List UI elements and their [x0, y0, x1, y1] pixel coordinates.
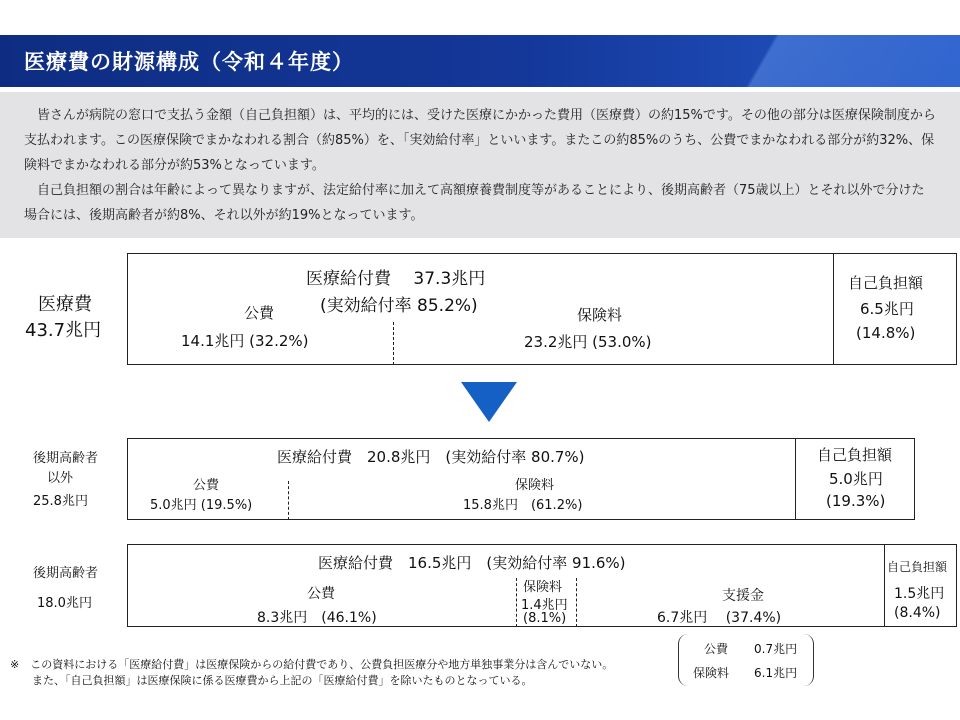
non-elderly-total: 25.8兆円 [33, 494, 88, 509]
title-bar-decoration [600, 35, 960, 87]
elderly-self-pct: (8.4%) [894, 605, 941, 621]
non-elderly-self-value: 5.0兆円 [829, 470, 883, 488]
overall-self-value: 6.5兆円 [860, 300, 914, 318]
support-breakdown-premium-value: 6.1兆円 [754, 666, 798, 680]
non-elderly-benefit-title: 医療給付費 20.8兆円 (実効給付率 80.7%) [277, 448, 585, 466]
elderly-public-value: 8.3兆円 (46.1%) [257, 610, 377, 626]
non-elderly-public-value: 5.0兆円 (19.5%) [150, 498, 253, 513]
overall-dashed-divider [393, 322, 394, 365]
overall-total: 43.7兆円 [25, 320, 102, 341]
elderly-public-label: 公費 [307, 586, 335, 602]
intro-paragraph-2: 自己負担額の割合は年齢によって異なりますが、法定給付率に加えて高額療養費制度等があることにより、後期高齢者（75歳以上）とそれ以外で分けた場合には、後期高齢者が約8%、それ以外が約19%となっています。 [24, 183, 925, 223]
overall-benefit-title: 医療給付費 37.3兆円 [306, 269, 486, 289]
page-title: 医療費の財源構成（令和４年度） [24, 50, 354, 74]
elderly-benefit-title: 医療給付費 16.5兆円 (実効給付率 91.6%) [318, 554, 626, 572]
overall-public-label: 公費 [244, 304, 275, 322]
elderly-premium-pct: (8.1%) [523, 611, 567, 626]
overall-label: 医療費 [38, 294, 92, 315]
elderly-total: 18.0兆円 [37, 596, 92, 611]
elderly-premium-value: 1.4兆円 [521, 598, 568, 613]
non-elderly-label-1: 後期高齢者 [33, 451, 99, 466]
elderly-divider [884, 544, 885, 627]
elderly-self-label: 自己負担額 [887, 560, 948, 574]
non-elderly-divider [795, 438, 796, 520]
footnote-line-1: ※ この資料における「医療給付費」は医療保険からの給付費であり、公費負担医療分や地方単独事業分は含んでいない。 [10, 658, 614, 671]
overall-premium-label: 保険料 [577, 306, 623, 324]
overall-benefit-rate: (実効給付率 85.2%) [320, 296, 478, 316]
elderly-premium-label: 保険料 [523, 580, 563, 595]
overall-public-value: 14.1兆円 (32.2%) [181, 332, 309, 350]
intro-paragraph-1: 皆さんが病院の窓口で支払う金額（自己負担額）は、平均的には、受けた医療にかかった費用（医療費）の約15%です。その他の部分は医療保険制度から支払われます。この医療保険でまかなわれる割合（約85%）を、「実効給付率」といいます。またこの約85%のうち、公費でまかなわれる部分が約32%、保険料でまかなわれる部分が約53%となっています。 [24, 108, 936, 173]
non-elderly-dashed-divider [288, 481, 289, 520]
non-elderly-premium-label: 保険料 [515, 478, 555, 493]
overall-premium-value: 23.2兆円 (53.0%) [524, 333, 652, 351]
elderly-self-value: 1.5兆円 [894, 586, 945, 602]
title-bar [0, 35, 960, 87]
overall-self-label: 自己負担額 [848, 274, 924, 292]
elderly-label: 後期高齢者 [33, 566, 99, 581]
footnote-line-2: また、「自己負担額」は医療保険に係る医療費から上記の「医療給付費」を除いたものとなっている。 [10, 674, 533, 687]
elderly-dashed-divider-2 [576, 578, 577, 627]
non-elderly-label-2: 以外 [47, 471, 74, 486]
non-elderly-public-label: 公費 [193, 478, 220, 493]
elderly-support-label: 支援金 [722, 588, 764, 604]
elderly-support-value: 6.7兆円 (37.4%) [657, 610, 782, 626]
down-arrow-icon [461, 382, 517, 422]
non-elderly-self-pct: (19.3%) [826, 492, 886, 510]
support-breakdown-public-label: 公費 [704, 642, 729, 656]
elderly-dashed-divider-1 [516, 578, 517, 627]
non-elderly-self-label: 自己負担額 [817, 446, 893, 464]
overall-divider [833, 253, 834, 365]
footnotes [10, 657, 613, 689]
support-breakdown-premium-label: 保険料 [693, 666, 730, 680]
support-breakdown-public-value: 0.7兆円 [754, 642, 798, 656]
overall-self-pct: (14.8%) [856, 324, 916, 342]
intro-panel [0, 92, 960, 238]
non-elderly-premium-value: 15.8兆円 (61.2%) [463, 498, 583, 513]
